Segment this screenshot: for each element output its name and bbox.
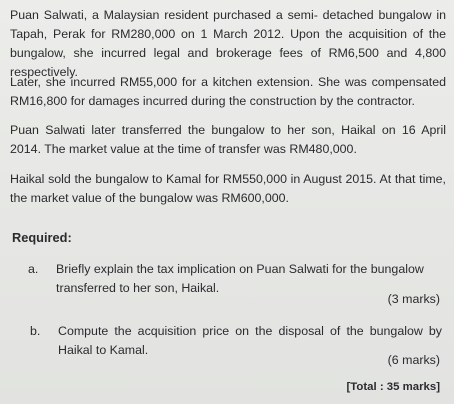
question-b-label: b. <box>30 324 41 338</box>
question-b-text: Compute the acquisition price on the disposal of the bungalow by Haikal to Kamal. <box>58 324 442 357</box>
required-heading: Required: <box>12 230 72 245</box>
question-a-marks: (3 marks) <box>387 292 440 306</box>
scenario-paragraph-3: Puan Salwati later transferred the bungalow to her son, Haikal on 16 April 2014. The market value at the time of transfer was RM480,000. <box>10 123 446 156</box>
total-marks: [Total : 35 marks] <box>346 381 440 393</box>
question-a-text: Briefly explain the tax implication on Puan Salwati for the bungalow transferred to her son, Haikal. <box>56 262 424 295</box>
scenario-paragraph-4: Haikal sold the bungalow to Kamal for RM550,000 in August 2015. At that time, the market value of the bungalow was RM600,000. <box>10 172 446 205</box>
question-a-label: a. <box>28 262 39 276</box>
scenario-paragraph-2: Later, she incurred RM55,000 for a kitchen extension. She was compensated RM16,800 for damages incurred during the construction by the contractor. <box>10 75 446 108</box>
scenario-paragraph-1: Puan Salwati, a Malaysian resident purchased a semi- detached bungalow in Tapah, Perak for RM280,000 on 1 March 2012. Upon the acquisition of the bungalow, she incurred legal and brokerage fees of RM6,500 and 4,800 respectively. <box>10 8 446 79</box>
question-b-marks: (6 marks) <box>387 353 440 367</box>
